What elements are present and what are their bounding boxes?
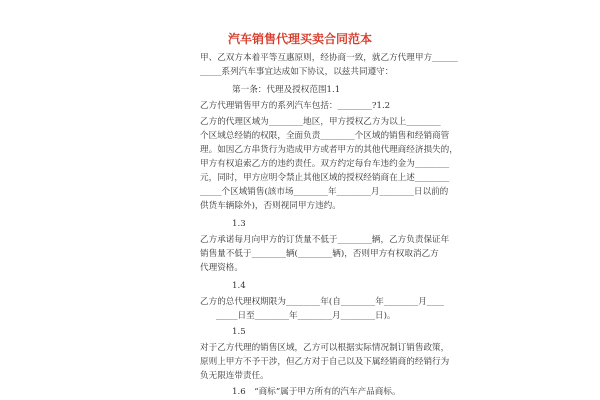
- document-title: 汽车销售代理买卖合同范本: [227, 32, 372, 46]
- text-line: 对于乙方代理的销售区域，乙方可以根据实际情况制订销售政策，: [200, 343, 450, 353]
- text-line: 乙方承诺每月向甲方的订货量不低于________辆，乙方负责保证年: [200, 235, 450, 245]
- text-line: _____个区域销售(該市场________年________月________日以前的: [200, 187, 449, 197]
- text-line: _____日至________年________月________日)。: [216, 311, 396, 321]
- section-number: 1.5: [232, 327, 246, 337]
- section-number: 1.4: [232, 281, 246, 291]
- section-heading: 第一条：代理及授权范围1.1: [232, 85, 341, 95]
- text-line: 甲、乙双方本着平等互惠原则，经协商一致，就乙方代理甲方______: [200, 53, 458, 63]
- text-line: 销售量不低于________辆(________辆)，否则甲方有权取消乙方: [200, 249, 439, 259]
- text-line: 甲方有权追索乙方的违约责任。双方约定每台车违约金为________: [200, 159, 450, 169]
- text-line: _____系列汽车事宜达成如下协议，以兹共同遵守：: [200, 67, 394, 77]
- text-line: 供货车辆除外)，否则视同甲方违约。: [200, 201, 341, 211]
- text-line: 1.6 “商标”属于甲方所有的汽车产品商标。: [232, 387, 401, 397]
- text-line: 元，同时，甲方应明令禁止其他区域的授权经销商在上述________: [200, 173, 450, 183]
- text-line: 乙方代理销售甲方的系列汽车包括：________?1.2: [200, 101, 391, 111]
- section-number: 1.3: [232, 219, 246, 229]
- text-line: 个区域总经销的权限，全面负责________个区域的销售和经销商管: [200, 131, 450, 141]
- text-line: 代理资格。: [200, 263, 243, 273]
- text-line: 乙方的总代理权期限为________年(自________年________月____: [200, 297, 444, 307]
- text-line: 乙方的代理区域为________地区，甲方授权乙方为以上________: [200, 117, 441, 127]
- text-line: 理。如因乙方串货行为造成甲方或者甲方的其他代理商经济损失的，: [200, 145, 458, 155]
- text-line: 负无限连带责任。: [200, 371, 269, 381]
- text-line: 原则上甲方不予干涉，但乙方对于自己以及下属经销商的经销行为: [200, 357, 450, 367]
